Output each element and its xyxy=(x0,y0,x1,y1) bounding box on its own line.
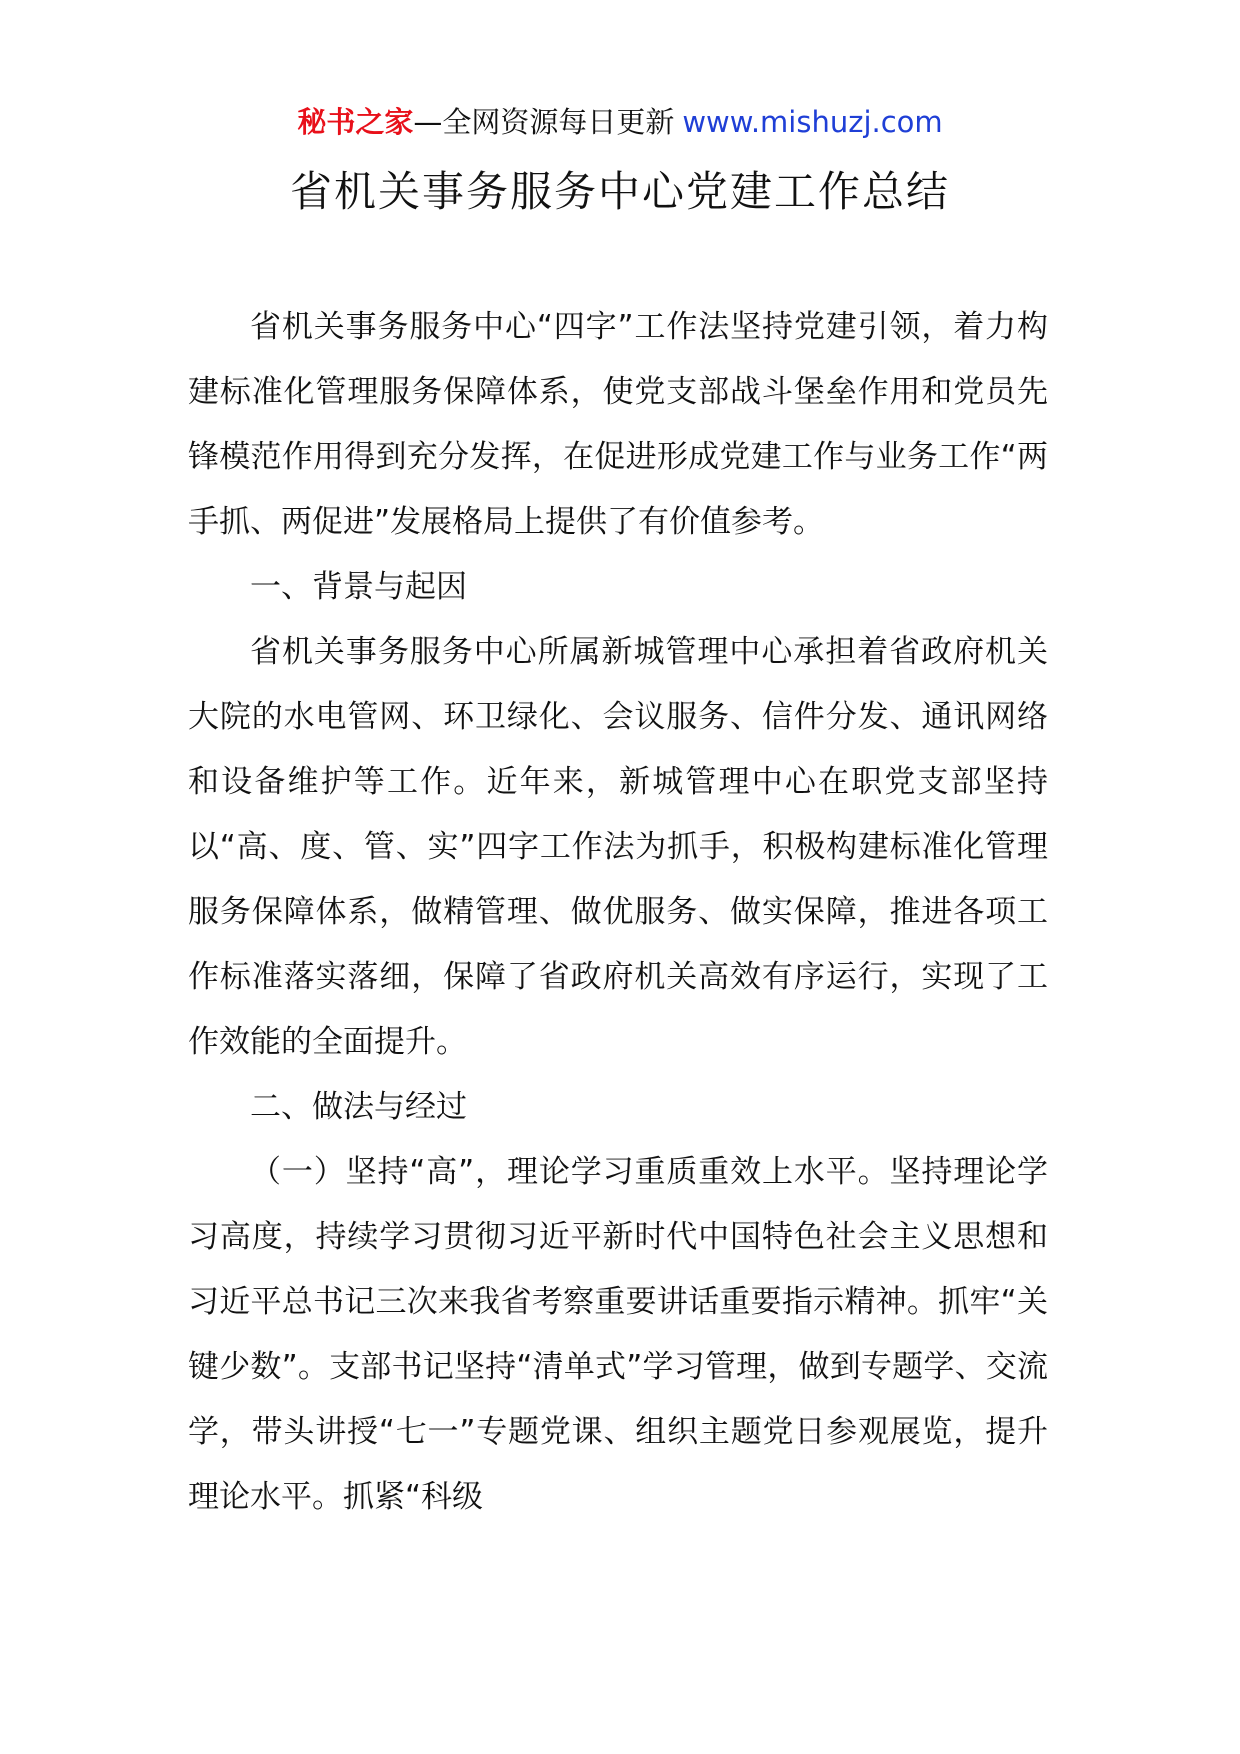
brand-name: 秘书之家 xyxy=(297,105,414,139)
methods-paragraph: （一）坚持“高”，理论学习重质重效上水平。坚持理论学习高度，持续学习贯彻习近平新时代中国特色社会主义思想和习近平总书记三次来我省考察重要讲话重要指示精神。抓牢“关键少数”。支部书记坚持“清单式”学习管理，做到专题学、交流学，带头讲授“七一”专题党课、组织主题党日参观展览，提升理论水平。抓紧“科级 xyxy=(188,1154,1048,1515)
document-title: 省机关事务服务中心党建工作总结 xyxy=(289,167,950,216)
background-paragraph: 省机关事务服务中心所属新城管理中心承担着省政府机关大院的水电管网、环卫绿化、会议服务、信件分发、通讯网络和设备维护等工作。近年来，新城管理中心在职党支部坚持以“高、度、管、实”四字工作法为抓手，积极构建标准化管理服务保障体系，做精管理、做优服务、做实保障，推进各项工作标准落实落细，保障了省政府机关高效有序运行，实现了工作效能的全面提升。 xyxy=(188,634,1048,1060)
intro-paragraph: 省机关事务服务中心“四字”工作法坚持党建引领，着力构建标准化管理服务保障体系，使党支部战斗堡垒作用和党员先锋模范作用得到充分发挥，在促进形成党建工作与业务工作“两手抓、两促进”发展格局上提供了有价值参考。 xyxy=(188,309,1048,540)
document-body xyxy=(188,295,1048,1530)
section-heading-background: 一、背景与起因 xyxy=(250,569,467,605)
site-url[interactable]: www.mishuzj.com xyxy=(682,105,943,139)
header-slogan: —全网资源每日更新 xyxy=(413,105,675,139)
section-heading-methods: 二、做法与经过 xyxy=(250,1089,467,1125)
site-header xyxy=(0,100,1240,144)
